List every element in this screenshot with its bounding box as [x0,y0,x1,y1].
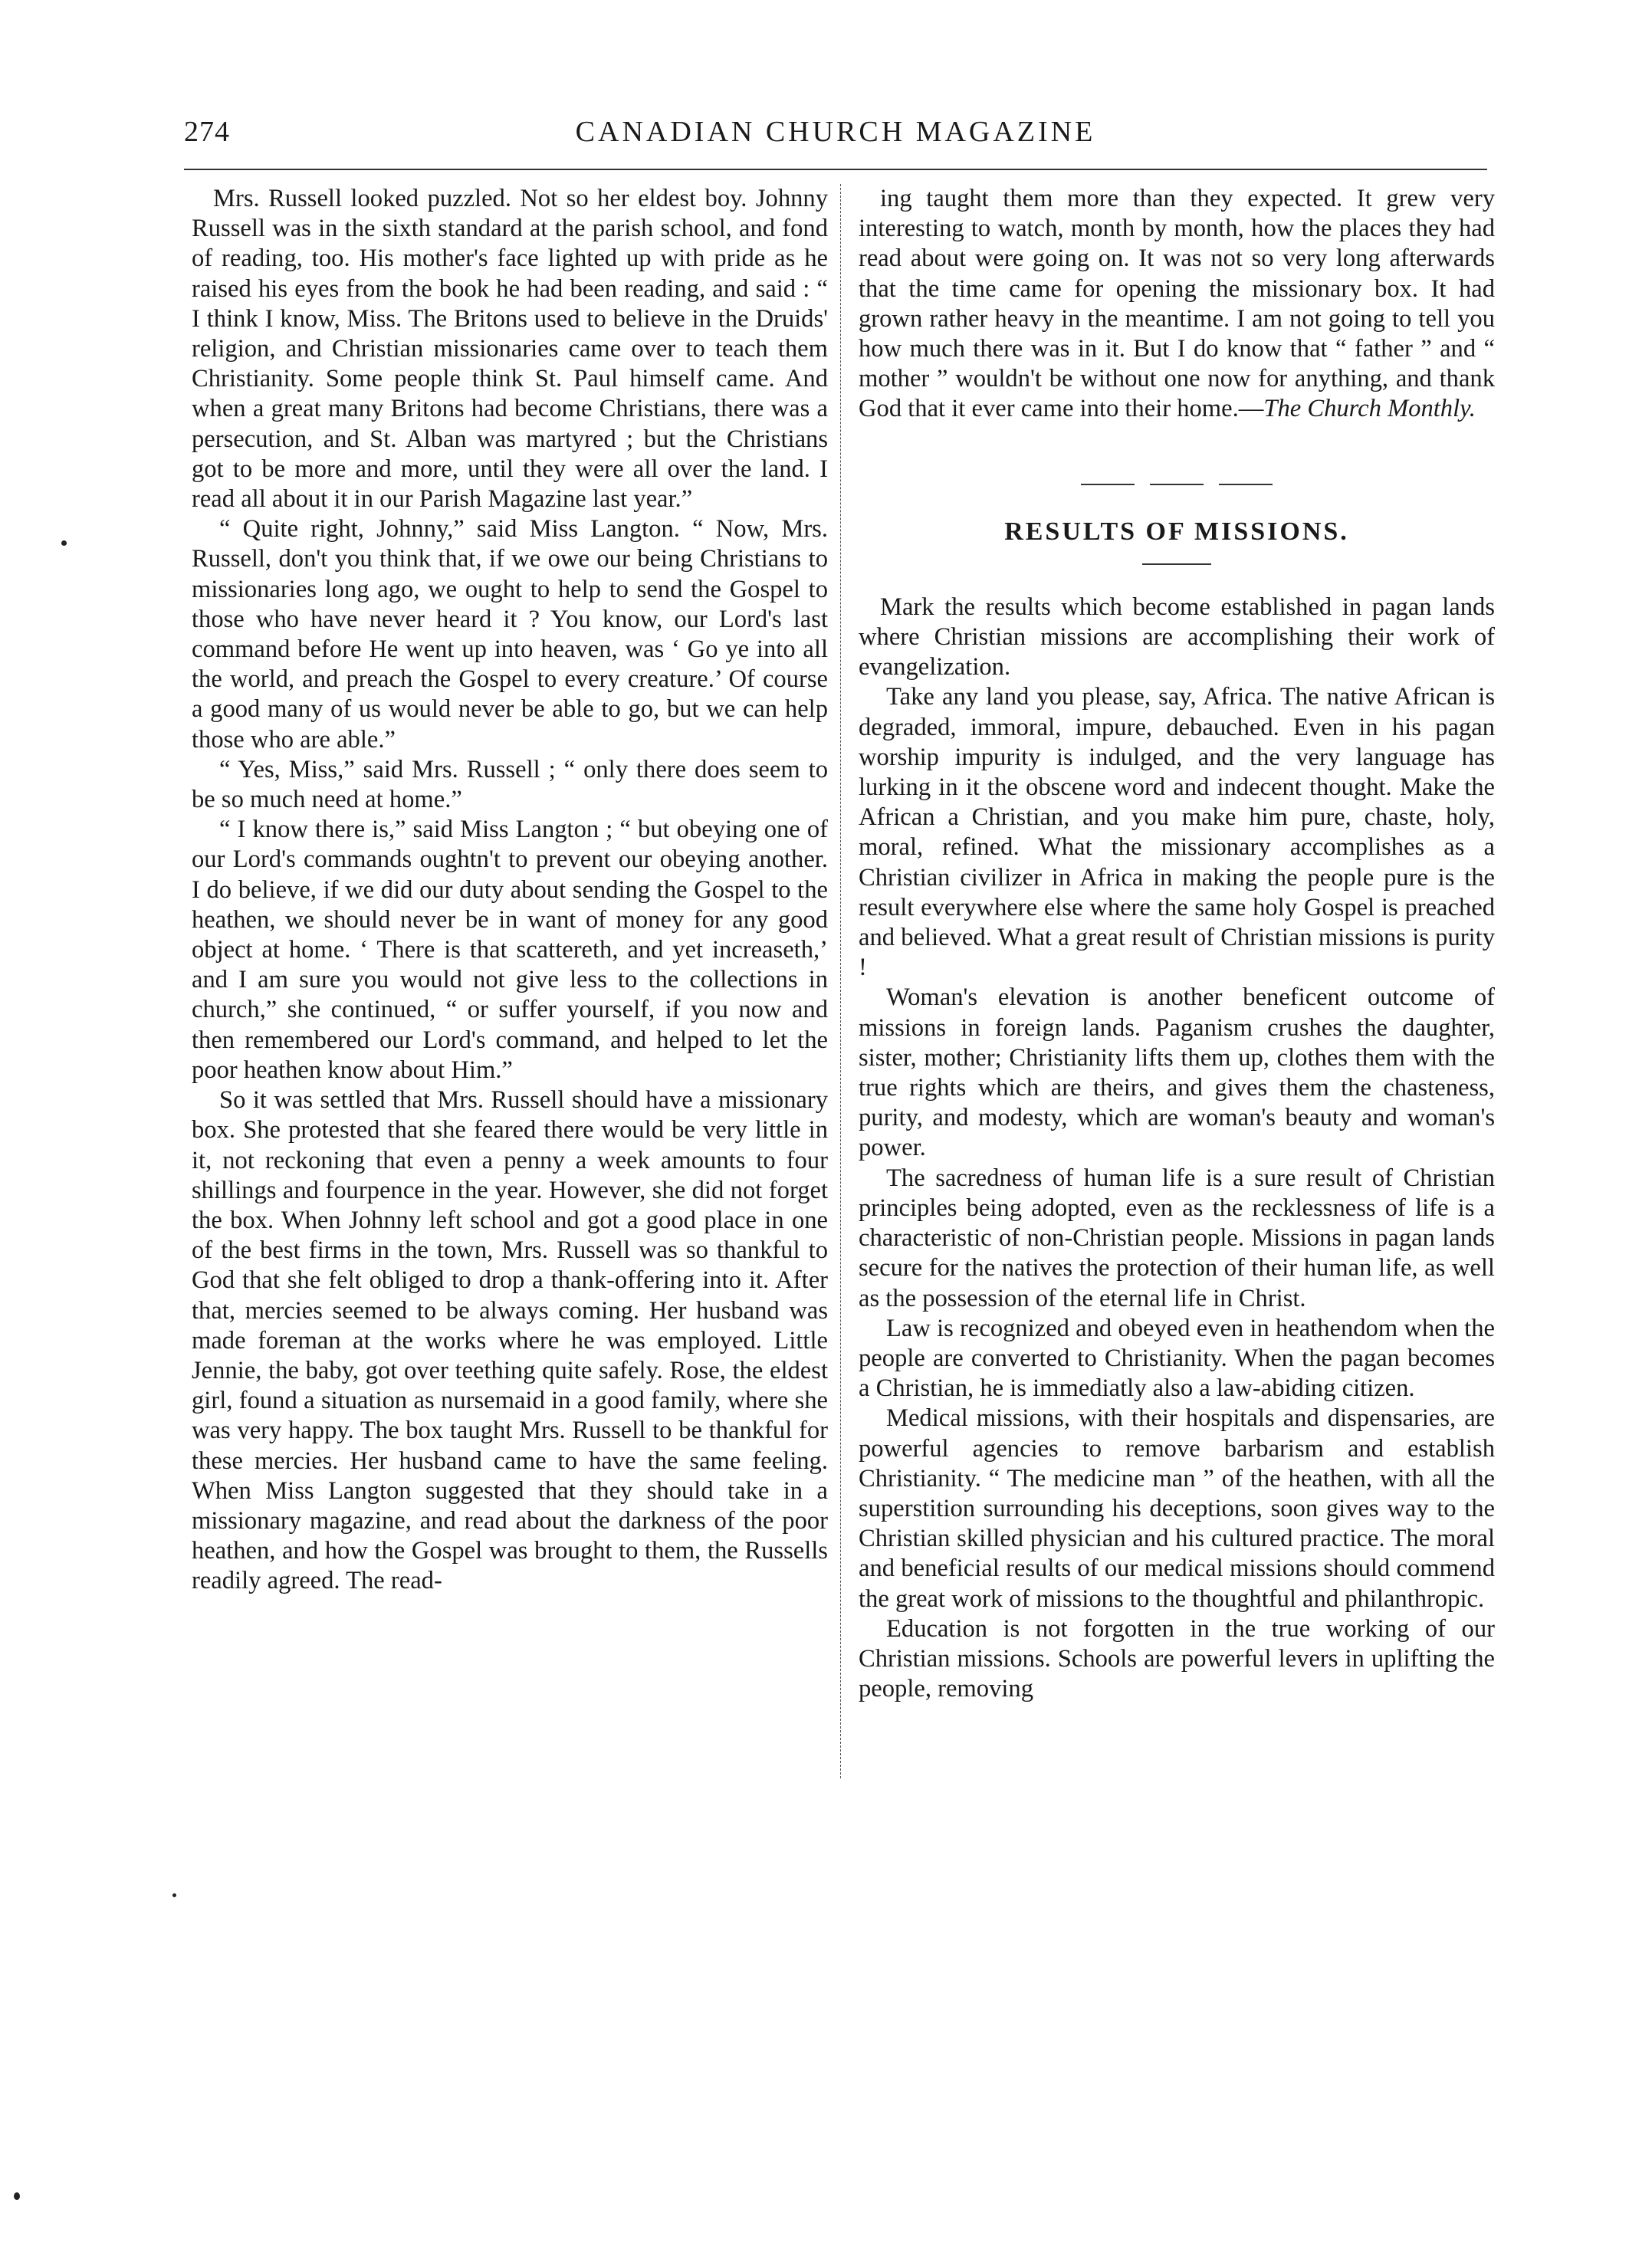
paragraph: Mrs. Russell looked puzzled. Not so her eldest boy. Johnny Russell was in the sixth standard at the parish school, and fond of reading, too. His mother's face lighted up with pride as he raised his eyes from the book he had been reading, and said : “ I think I know, Miss. The Britons used to believe in the Druids' religion, and Christian missionaries came over to teach them Christianity. Some people think St. Paul himself came. And when a great many Britons had become Christians, there was a persecution, and St. Alban was martyred ; but the Christians got to be more and more, until they were all over the land. I read all about it in our Parish Magazine last year.” [192,185,828,514]
paragraph: Mark the results which become established in pagan lands where Christian missions are accomplishing their work of evangelization. [859,593,1495,681]
paragraph: Woman's elevation is another beneficent outcome of missions in foreign lands. Paganism crushes the daughter, sister, mother; Christianity lifts them up, clothes them with the true rights which are theirs, and gives them the chasteness, purity, and modesty, which are woman's beauty and woman's power. [859,983,1495,1162]
right-column [859,184,1495,1704]
ornamental-rule [859,463,1495,471]
scan-speck [14,2192,20,2200]
scan-speck [172,1893,176,1897]
continuation-text: ing taught them more than they expected. It grew very interesting to watch, month by month, how the places they had read about were going on. It was not so very long afterwards that the time came for opening the missionary box. It had grown rather heavy in the meantime. I am not going to tell you how much there was in it. But I do know that “ father ” and “ mother ” wouldn't be without one now for anything, and thank God that it ever came into their home.— [859,185,1495,423]
column-divider [840,184,841,1778]
source-citation: The Church Monthly. [1263,395,1476,423]
heading-rule [1142,563,1211,565]
running-title: CANADIAN CHURCH MAGAZINE [575,116,1096,148]
section-heading: RESULTS OF MISSIONS. [1004,517,1349,546]
continued-paragraph [859,184,1495,425]
paragraph: Medical missions, with their hospitals and dispensaries, are powerful agencies to remove barbarism and establish Christianity. “ The medicine man ” of the heathen, with all the superstition surrounding his deceptions, soon gives way to the Christian skilled physician and his cultured practice. The moral and beneficial results of our medical missions should commend the great work of missions to the thoughtful and philanthropic. [859,1404,1495,1613]
scan-speck [61,540,67,546]
left-column [192,184,828,1597]
page-number: 274 [184,116,230,148]
paragraph: “ Quite right, Johnny,” said Miss Langton. “ Now, Mrs. Russell, don't you think that, if we owe our being Christians to missionaries long ago, we ought to help to send the Gospel to those who have never heard it ? You know, our Lord's last command before He went up into heaven, was ‘ Go ye into all the world, and preach the Gospel to every creature.’ Of course a good many of us would never be able to go, but we can help those who are able.” [192,515,828,754]
paragraph: The sacredness of human life is a sure result of Christian principles being adopted, even as the recklessness of life is a characteristic of non-Christian people. Missions in pagan lands secure for the natives the protection of their human life, as well as the possession of the eternal life in Christ. [859,1164,1495,1312]
paragraph: Take any land you please, say, Africa. The native African is degraded, immoral, impure, debauched. Even in his pagan worship impurity is indulged, and the very language has lurking in it the obscene word and indecent thought. Make the African a Christian, and you make him pure, chaste, holy, moral, refined. What the missionary accomplishes as a Christian civilizer in Africa in making the people pure is the result everywhere else where the same holy Gospel is preached and believed. What a great result of Christian missions is purity ! [859,683,1495,982]
paragraph: “ Yes, Miss,” said Mrs. Russell ; “ only there does seem to be so much need at home.” [192,755,828,814]
paragraph: So it was settled that Mrs. Russell should have a missionary box. She protested that she feared there would be very little in it, not reckoning that even a penny a week amounts to four shillings and fourpence in the year. However, she did not forget the box. When Johnny left school and got a good place in one of the best firms in the town, Mrs. Russell was so thankful to God that she felt obliged to drop a thank-offering into it. After that, mercies seemed to be always coming. Her husband was made foreman at the works where he was employed. Little Jennie, the baby, got over teething quite safely. Rose, the eldest girl, found a situation as nursemaid in a good family, where she was very happy. The box taught Mrs. Russell to be thankful for these mercies. Her husband came to have the same feeling. When Miss Langton suggested that they should take in a missionary magazine, and read about the darkness of the poor heathen, and how the Gospel was brought to them, the Russells readily agreed. The read- [192,1086,828,1595]
paragraph: “ I know there is,” said Miss Langton ; “ but obeying one of our Lord's commands oughtn't to prevent our obeying another. I do believe, if we did our duty about sending the Gospel to the heathen, we should never be in want of money for any good object at home. ‘ There is that scattereth, and yet increaseth,’ and I am sure you would not give less to the collections in church,” she continued, “ or suffer yourself, if you now and then remembered our Lord's command, and helped to let the poor heathen know about Him.” [192,816,828,1084]
page-header [184,115,1487,170]
paragraph: Education is not forgotten in the true working of our Christian missions. Schools are powerful levers in uplifting the people, removing [859,1614,1495,1703]
paragraph: Law is recognized and obeyed even in heathendom when the people are converted to Christianity. When the pagan becomes a Christian, he is immediatly also a law-abiding citizen. [859,1314,1495,1403]
